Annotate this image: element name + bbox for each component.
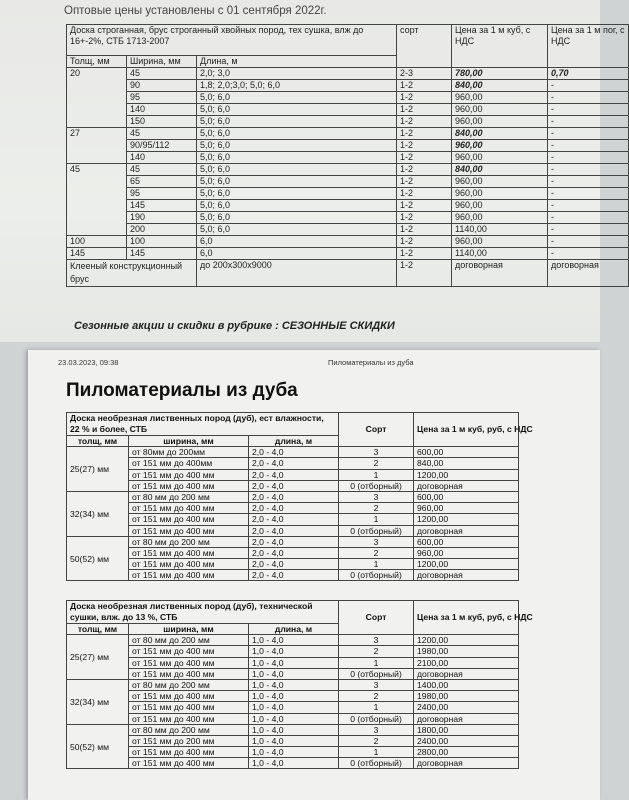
price-cell: 1400,00 xyxy=(414,679,519,690)
print-date: 23.03.2023, 09:38 xyxy=(58,358,119,367)
glued-name: Клееный конструкционный брус xyxy=(67,260,197,287)
price-m-cell: - xyxy=(548,80,629,92)
length-cell: 5,0; 6,0 xyxy=(197,188,397,200)
price-cell: договорная xyxy=(414,668,519,679)
price-cell: 960,00 xyxy=(452,188,548,200)
width-cell: 200 xyxy=(127,224,197,236)
sort-cell: 2 xyxy=(339,503,414,514)
table-row xyxy=(67,224,629,236)
width-cell: от 151 мм до 200 мм xyxy=(129,735,249,746)
length-cell: 1,0 - 4,0 xyxy=(249,635,339,646)
table-row xyxy=(67,248,629,260)
table-row xyxy=(67,176,629,188)
length-cell: 5,0; 6,0 xyxy=(197,176,397,188)
glued-sort: 1-2 xyxy=(397,260,452,287)
length-cell: 2,0 - 4,0 xyxy=(249,536,339,547)
seasonal-note: Сезонные акции и скидки в рубрике : СЕЗОННЫЕ СКИДКИ xyxy=(74,320,395,332)
thickness-cell: 25(27) мм xyxy=(67,635,129,680)
width-cell: от 80 мм до 200 мм xyxy=(129,679,249,690)
price-m-cell: - xyxy=(548,212,629,224)
thickness-cell: 50(52) мм xyxy=(67,724,129,769)
length-cell: 1,8; 2,0;3,0; 5,0; 6,0 xyxy=(197,80,397,92)
sort-cell: 1 xyxy=(339,747,414,758)
price-m-cell: - xyxy=(548,164,629,176)
width-cell: от 151 мм до 400 мм xyxy=(129,570,249,581)
width-cell: от 151 мм до 400 мм xyxy=(129,668,249,679)
price-value: 840,00 xyxy=(455,80,483,90)
price-m-cell: - xyxy=(548,116,629,128)
price-cell: 600,00 xyxy=(414,491,519,502)
length-cell: 1,0 - 4,0 xyxy=(249,691,339,702)
length-cell: 5,0; 6,0 xyxy=(197,212,397,224)
length-cell: 2,0 - 4,0 xyxy=(249,525,339,536)
oak-price-table-dried xyxy=(66,600,533,769)
price-value: 840,00 xyxy=(455,128,483,138)
width-cell: 145 xyxy=(127,248,197,260)
width-cell: 45 xyxy=(127,128,197,140)
table-row xyxy=(67,668,519,679)
length-cell: 1,0 - 4,0 xyxy=(249,646,339,657)
price-cell: 960,00 xyxy=(452,152,548,164)
table-header-row xyxy=(67,601,519,624)
price-m-cell: - xyxy=(548,248,629,260)
width-cell: от 151 мм до 400мм xyxy=(129,458,249,469)
price-cell xyxy=(452,164,548,176)
sheet-title: Оптовые цены установлены с 01 сентября 2022г. xyxy=(64,5,327,17)
width-cell: 65 xyxy=(127,176,197,188)
header-sort: Сорт xyxy=(339,413,414,447)
sort-cell: 0 (отборный) xyxy=(339,525,414,536)
table-header-row xyxy=(67,25,629,56)
sort-cell: 3 xyxy=(339,724,414,735)
width-cell: 140 xyxy=(127,152,197,164)
price-cell: 960,00 xyxy=(452,212,548,224)
length-cell: 5,0; 6,0 xyxy=(197,164,397,176)
sort-cell: 1 xyxy=(339,559,414,570)
price-cell: 1200,00 xyxy=(414,559,519,570)
header-price: Цена за 1 м куб, руб, с НДС xyxy=(414,601,519,635)
table-row xyxy=(67,735,519,746)
sort-cell: 3 xyxy=(339,447,414,458)
price-cell: договорная xyxy=(414,758,519,769)
table-row xyxy=(67,152,629,164)
price-m-cell: - xyxy=(548,200,629,212)
length-cell: 2,0 - 4,0 xyxy=(249,480,339,491)
header-thickness: толщ, мм xyxy=(67,624,129,635)
price-cell: договорная xyxy=(414,480,519,491)
price-cell: 960,00 xyxy=(414,503,519,514)
width-cell: от 151 мм до 400 мм xyxy=(129,691,249,702)
price-value: 840,00 xyxy=(455,164,483,174)
sort-cell: 3 xyxy=(339,679,414,690)
price-cell: 1200,00 xyxy=(414,514,519,525)
length-cell: 2,0 - 4,0 xyxy=(249,458,339,469)
header-product: Доска строганная, брус строганный хвойных пород, тех сушка, влж до 16+-2%, СТБ 1713-2007 xyxy=(67,25,397,56)
sort-cell: 2 xyxy=(339,691,414,702)
table-row xyxy=(67,80,629,92)
price-m-cell: - xyxy=(548,236,629,248)
sort-cell: 0 (отборный) xyxy=(339,480,414,491)
price-sheet-softwood xyxy=(0,0,625,342)
price-cell: 960,00 xyxy=(414,547,519,558)
price-m-cell: - xyxy=(548,152,629,164)
price-cell xyxy=(452,80,548,92)
table-row xyxy=(67,747,519,758)
length-cell: 2,0 - 4,0 xyxy=(249,469,339,480)
length-cell: 2,0 - 4,0 xyxy=(249,570,339,581)
oak-price-table-raw xyxy=(66,412,533,581)
width-cell: от 80 мм до 200 мм xyxy=(129,635,249,646)
width-cell: от 151 мм до 400 мм xyxy=(129,503,249,514)
sort-cell: 1 xyxy=(339,469,414,480)
sort-cell: 0 (отборный) xyxy=(339,713,414,724)
table-row xyxy=(67,503,519,514)
sort-cell: 1 xyxy=(339,514,414,525)
table-row xyxy=(67,679,519,690)
length-cell: 5,0; 6,0 xyxy=(197,200,397,212)
width-cell: от 151 мм до 400 мм xyxy=(129,525,249,536)
table-row xyxy=(67,525,519,536)
header-sort: сорт xyxy=(397,25,452,68)
sort-cell: 1-2 xyxy=(397,164,452,176)
price-cell: договорная xyxy=(414,570,519,581)
length-cell: 5,0; 6,0 xyxy=(197,128,397,140)
table-row xyxy=(67,724,519,735)
price-cell: 600,00 xyxy=(414,536,519,547)
sort-cell: 2-3 xyxy=(397,68,452,80)
width-cell: 95 xyxy=(127,188,197,200)
thickness-cell: 27 xyxy=(67,128,127,164)
table-row xyxy=(67,713,519,724)
table-row xyxy=(67,570,519,581)
table-row xyxy=(67,104,629,116)
price-cell: 600,00 xyxy=(414,447,519,458)
width-cell: от 80 мм до 200 мм xyxy=(129,536,249,547)
table-row xyxy=(67,702,519,713)
length-cell: 5,0; 6,0 xyxy=(197,92,397,104)
sort-cell: 1-2 xyxy=(397,80,452,92)
sort-cell: 3 xyxy=(339,491,414,502)
table-row xyxy=(67,635,519,646)
thickness-cell: 100 xyxy=(67,236,127,248)
width-cell: от 151 мм до 400 мм xyxy=(129,758,249,769)
price-cell: 960,00 xyxy=(452,104,548,116)
header-length: Длина, м xyxy=(197,56,397,68)
sort-cell: 3 xyxy=(339,536,414,547)
price-m-cell: - xyxy=(548,128,629,140)
length-cell: 1,0 - 4,0 xyxy=(249,679,339,690)
sort-cell: 0 (отборный) xyxy=(339,570,414,581)
glued-size: до 200х300х9000 xyxy=(197,260,397,287)
sort-cell: 1-2 xyxy=(397,224,452,236)
width-cell: от 80 мм до 200 мм xyxy=(129,724,249,735)
header-product: Доска необрезная лиственных пород (дуб), ест влажности, 22 % и более, СТБ xyxy=(67,413,339,436)
sort-cell: 1-2 xyxy=(397,92,452,104)
width-cell: от 80 мм до 200 мм xyxy=(129,491,249,502)
price-cell: 960,00 xyxy=(452,92,548,104)
length-cell: 5,0; 6,0 xyxy=(197,116,397,128)
sort-cell: 1-2 xyxy=(397,176,452,188)
length-cell: 6,0 xyxy=(197,248,397,260)
table-row xyxy=(67,128,629,140)
price-cell: 840,00 xyxy=(414,458,519,469)
thickness-cell: 32(34) мм xyxy=(67,679,129,724)
table-row xyxy=(67,657,519,668)
sort-cell: 1-2 xyxy=(397,140,452,152)
length-cell: 5,0; 6,0 xyxy=(197,140,397,152)
table-row xyxy=(67,646,519,657)
length-cell: 5,0; 6,0 xyxy=(197,152,397,164)
length-cell: 6,0 xyxy=(197,236,397,248)
sort-cell: 1 xyxy=(339,702,414,713)
softwood-price-table xyxy=(66,24,629,287)
price-cell: договорная xyxy=(414,525,519,536)
width-cell: 45 xyxy=(127,164,197,176)
table-row xyxy=(67,200,629,212)
table-row xyxy=(67,212,629,224)
table-row xyxy=(67,559,519,570)
header-width: ширина, мм xyxy=(129,436,249,447)
header-width: ширина, мм xyxy=(129,624,249,635)
sort-cell: 1-2 xyxy=(397,128,452,140)
length-cell: 1,0 - 4,0 xyxy=(249,657,339,668)
length-cell: 1,0 - 4,0 xyxy=(249,758,339,769)
sort-cell: 1-2 xyxy=(397,116,452,128)
table-row xyxy=(67,491,519,502)
table-row xyxy=(67,480,519,491)
thickness-cell: 50(52) мм xyxy=(67,536,129,581)
width-cell: 150 xyxy=(127,116,197,128)
price-cell: 2800,00 xyxy=(414,747,519,758)
header-thickness: толщ, мм xyxy=(67,436,129,447)
price-cell xyxy=(452,128,548,140)
sort-cell: 1-2 xyxy=(397,200,452,212)
width-cell: от 151 мм до 400 мм xyxy=(129,646,249,657)
header-width: Ширина, мм xyxy=(127,56,197,68)
table-row xyxy=(67,547,519,558)
table-header-row xyxy=(67,413,519,436)
thickness-cell: 20 xyxy=(67,68,127,128)
table-row xyxy=(67,92,629,104)
length-cell: 1,0 - 4,0 xyxy=(249,724,339,735)
table-row xyxy=(67,188,629,200)
thickness-cell: 25(27) мм xyxy=(67,447,129,492)
sort-cell: 2 xyxy=(339,646,414,657)
width-cell: от 151 мм до 400 мм xyxy=(129,514,249,525)
table-row xyxy=(67,447,519,458)
table-row xyxy=(67,758,519,769)
sort-cell: 1 xyxy=(339,657,414,668)
width-cell: от 151 мм до 400 мм xyxy=(129,747,249,758)
print-title: Пиломатериалы из дуба xyxy=(328,358,414,367)
length-cell: 2,0 - 4,0 xyxy=(249,447,339,458)
price-cell: 1140,00 xyxy=(452,224,548,236)
table-row xyxy=(67,68,629,80)
header-length: длина, м xyxy=(249,624,339,635)
price-m-cell: - xyxy=(548,92,629,104)
table-row xyxy=(67,236,629,248)
table-row xyxy=(67,469,519,480)
sort-cell: 2 xyxy=(339,458,414,469)
sort-cell: 1-2 xyxy=(397,236,452,248)
width-cell: от 151 мм до 400 мм xyxy=(129,480,249,491)
price-m-value: 0,70 xyxy=(551,68,569,78)
sort-cell: 1-2 xyxy=(397,104,452,116)
width-cell: 140 xyxy=(127,104,197,116)
price-cell xyxy=(452,140,548,152)
price-cell: 960,00 xyxy=(452,236,548,248)
length-cell: 2,0 - 4,0 xyxy=(249,503,339,514)
thickness-cell: 145 xyxy=(67,248,127,260)
width-cell: от 151 мм до 400 мм xyxy=(129,713,249,724)
width-cell: 100 xyxy=(127,236,197,248)
sort-cell: 1-2 xyxy=(397,212,452,224)
table-row xyxy=(67,140,629,152)
length-cell: 5,0; 6,0 xyxy=(197,224,397,236)
header-product: Доска необрезная лиственных пород (дуб), технической сушки, влж. до 13 %, СТБ xyxy=(67,601,339,624)
sort-cell: 3 xyxy=(339,635,414,646)
price-m-cell: - xyxy=(548,188,629,200)
header-price-m: Цена за 1 м пог, с НДС xyxy=(548,25,629,68)
price-cell: 960,00 xyxy=(452,200,548,212)
thickness-cell: 45 xyxy=(67,164,127,236)
table-row xyxy=(67,514,519,525)
length-cell: 1,0 - 4,0 xyxy=(249,747,339,758)
width-cell: 190 xyxy=(127,212,197,224)
length-cell: 2,0 - 4,0 xyxy=(249,559,339,570)
length-cell: 1,0 - 4,0 xyxy=(249,702,339,713)
price-cell: 1200,00 xyxy=(414,469,519,480)
width-cell: 90/95/112 xyxy=(127,140,197,152)
price-sheet-oak xyxy=(28,350,600,800)
length-cell: 1,0 - 4,0 xyxy=(249,668,339,679)
length-cell: 2,0 - 4,0 xyxy=(249,491,339,502)
length-cell: 2,0; 3,0 xyxy=(197,68,397,80)
length-cell: 1,0 - 4,0 xyxy=(249,735,339,746)
price-cell: 1200,00 xyxy=(414,635,519,646)
price-cell: 2400,00 xyxy=(414,702,519,713)
price-cell: 1140,00 xyxy=(452,248,548,260)
width-cell: от 151 мм до 400 мм xyxy=(129,559,249,570)
table-row xyxy=(67,458,519,469)
price-m-cell: - xyxy=(548,176,629,188)
width-cell: от 80мм до 200мм xyxy=(129,447,249,458)
length-cell: 2,0 - 4,0 xyxy=(249,514,339,525)
header-thickness: Толщ, мм xyxy=(67,56,127,68)
length-cell: 5,0; 6,0 xyxy=(197,104,397,116)
width-cell: от 151 мм до 400 мм xyxy=(129,657,249,668)
sort-cell: 1-2 xyxy=(397,152,452,164)
sort-cell: 2 xyxy=(339,547,414,558)
price-value: 960,00 xyxy=(455,140,483,150)
price-cell: 1980,00 xyxy=(414,646,519,657)
price-m-cell xyxy=(548,68,629,80)
price-cell: договорная xyxy=(414,713,519,724)
price-m-cell: - xyxy=(548,104,629,116)
length-cell: 2,0 - 4,0 xyxy=(249,547,339,558)
width-cell: 90 xyxy=(127,80,197,92)
price-cell xyxy=(452,68,548,80)
price-cell: 960,00 xyxy=(452,116,548,128)
glued-price: договорная xyxy=(452,260,548,287)
price-cell: 2400,00 xyxy=(414,735,519,746)
length-cell: 1,0 - 4,0 xyxy=(249,713,339,724)
header-price: Цена за 1 м куб, руб, с НДС xyxy=(414,413,519,447)
price-cell: 1800,00 xyxy=(414,724,519,735)
header-length: длина, м xyxy=(249,436,339,447)
sort-cell: 0 (отборный) xyxy=(339,758,414,769)
sort-cell: 2 xyxy=(339,735,414,746)
price-m-cell: - xyxy=(548,140,629,152)
table-row xyxy=(67,691,519,702)
sort-cell: 0 (отборный) xyxy=(339,668,414,679)
header-price-m3: Цена за 1 м куб, с НДС xyxy=(452,25,548,68)
price-cell: 1980,00 xyxy=(414,691,519,702)
page-title: Пиломатериалы из дуба xyxy=(66,380,298,401)
width-cell: 145 xyxy=(127,200,197,212)
width-cell: от 151 мм до 400 мм xyxy=(129,702,249,713)
width-cell: 45 xyxy=(127,68,197,80)
width-cell: от 151 мм до 400 мм xyxy=(129,469,249,480)
sort-cell: 1-2 xyxy=(397,188,452,200)
width-cell: 95 xyxy=(127,92,197,104)
price-m-cell: - xyxy=(548,224,629,236)
price-value: 780,00 xyxy=(455,68,483,78)
price-cell: 960,00 xyxy=(452,176,548,188)
sort-cell: 1-2 xyxy=(397,248,452,260)
table-row xyxy=(67,536,519,547)
table-row xyxy=(67,116,629,128)
table-row xyxy=(67,164,629,176)
header-sort: Сорт xyxy=(339,601,414,635)
glued-price-m: договорная xyxy=(548,260,629,287)
width-cell: от 151 мм до 400 мм xyxy=(129,547,249,558)
glued-beam-row xyxy=(67,260,629,287)
thickness-cell: 32(34) мм xyxy=(67,491,129,536)
price-cell: 2100,00 xyxy=(414,657,519,668)
